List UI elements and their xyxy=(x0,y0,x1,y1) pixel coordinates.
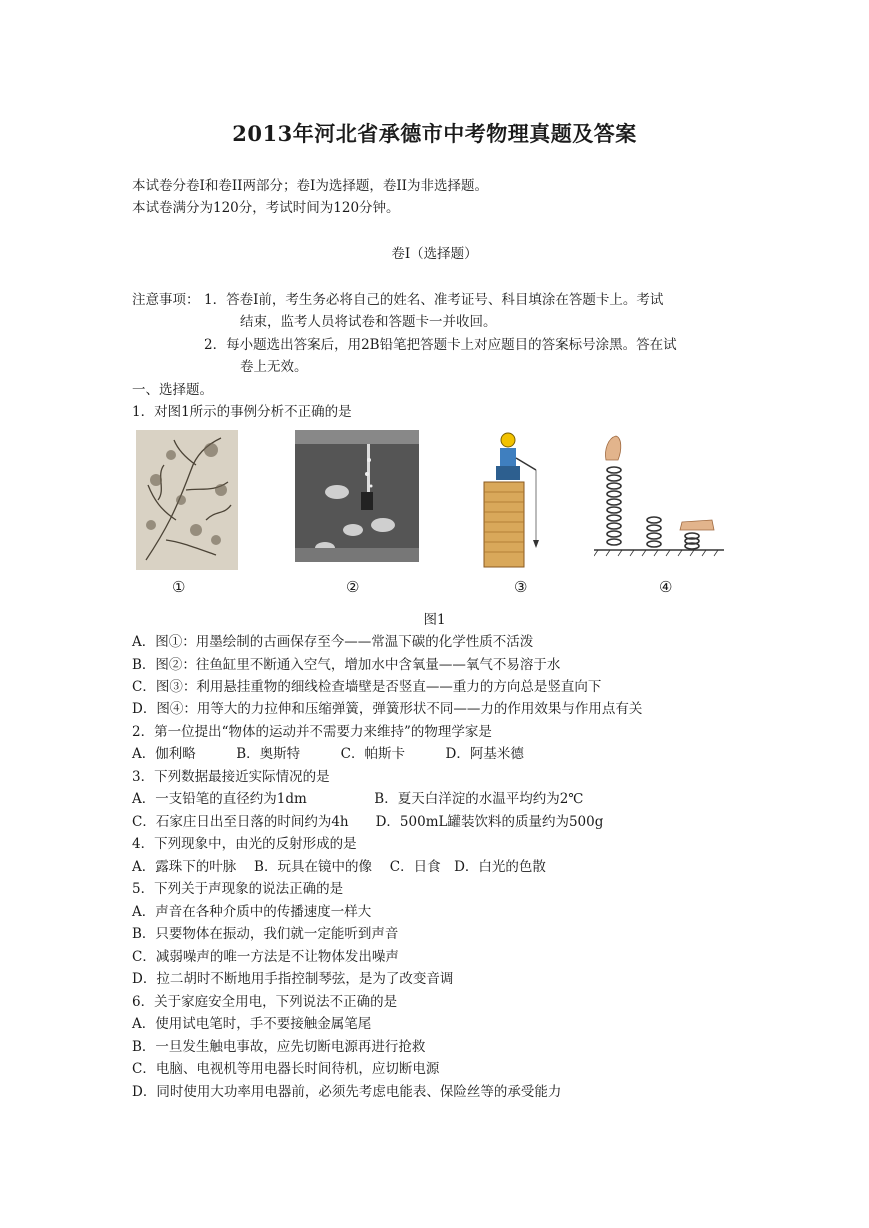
fish-tank-image xyxy=(295,430,419,562)
question-2: 2．第一位提出“物体的运动并不需要力来维持”的物理学家是 xyxy=(132,724,492,740)
question-1: 1．对图1所示的事例分析不正确的是 xyxy=(132,404,352,420)
q6-option-c: C．电脑、电视机等用电器长时间待机，应切断电源 xyxy=(132,1061,440,1077)
note-1-line-1: 1．答卷I前，考生务必将自己的姓名、准考证号、科目填涂在答题卡上。考试 xyxy=(204,292,664,308)
q1-option-c: C．图③：利用悬挂重物的细线检查墙壁是否竖直——重力的方向总是竖直向下 xyxy=(132,679,602,695)
figure-label-2: ② xyxy=(346,578,360,596)
ink-painting-image xyxy=(136,430,238,570)
q1-option-d: D．图④：用等大的力拉伸和压缩弹簧，弹簧形状不同——力的作用效果与作用点有关 xyxy=(132,701,643,717)
q5-option-a: A．声音在各种介质中的传播速度一样大 xyxy=(132,904,372,920)
q1-option-b: B．图②：往鱼缸里不断通入空气，增加水中含氧量——氧气不易溶于水 xyxy=(132,657,561,673)
note-1-line-2: 结束，监考人员将试卷和答题卡一并收回。 xyxy=(240,314,497,330)
figure-1 xyxy=(132,430,732,605)
figure-label-4: ④ xyxy=(659,578,673,596)
note-2-line-1: 2．每小题选出答案后，用2B铅笔把答题卡上对应题目的答案标号涂黑。答在试 xyxy=(204,337,677,353)
page-title: 2013年河北省承德市中考物理真题及答案 xyxy=(232,121,637,146)
q5-option-b: B．只要物体在振动，我们就一定能听到声音 xyxy=(132,926,399,942)
springs-image xyxy=(594,430,724,570)
part-heading: 一、选择题。 xyxy=(132,382,213,398)
figure-label-1: ① xyxy=(172,578,186,596)
q5-option-c: C．减弱噪声的唯一方法是不让物体发出噪声 xyxy=(132,949,399,965)
q5-option-d: D．拉二胡时不断地用手指控制琴弦，是为了改变音调 xyxy=(132,971,454,987)
q6-option-d: D．同时使用大功率用电器前，必须先考虑电能表、保险丝等的承受能力 xyxy=(132,1084,562,1100)
q3-options-ab: A．一支铅笔的直径约为1dm B．夏天白洋淀的水温平均约为2℃ xyxy=(132,791,584,807)
question-5: 5．下列关于声现象的说法正确的是 xyxy=(132,881,344,897)
figure-caption: 图1 xyxy=(423,612,446,628)
q3-options-cd: C．石家庄日出至日落的时间约为4h D．500mL罐装饮料的质量约为500g xyxy=(132,814,604,830)
q6-option-a: A．使用试电笔时，手不要接触金属笔尾 xyxy=(132,1016,372,1032)
section-heading: 卷I（选择题） xyxy=(391,246,478,262)
q2-options: A．伽利略 B．奥斯特 C．帕斯卡 D．阿基米德 xyxy=(132,746,524,762)
question-4: 4．下列现象中，由光的反射形成的是 xyxy=(132,836,357,852)
notes-label: 注意事项： xyxy=(132,292,200,308)
figure-label-3: ③ xyxy=(514,578,528,596)
intro-line-1: 本试卷分卷I和卷II两部分；卷I为选择题，卷II为非选择题。 xyxy=(132,178,488,194)
question-3: 3．下列数据最接近实际情况的是 xyxy=(132,769,330,785)
note-2-line-2: 卷上无效。 xyxy=(240,359,308,375)
q4-options: A．露珠下的叶脉 B．玩具在镜中的像 C．日食 D．白光的色散 xyxy=(132,859,546,875)
plumb-line-wall-image xyxy=(462,430,562,570)
intro-line-2: 本试卷满分为120分，考试时间为120分钟。 xyxy=(132,200,400,216)
q1-option-a: A．图①：用墨绘制的古画保存至今——常温下碳的化学性质不活泼 xyxy=(132,634,534,650)
q6-option-b: B．一旦发生触电事故，应先切断电源再进行抢救 xyxy=(132,1039,426,1055)
question-6: 6．关于家庭安全用电，下列说法不正确的是 xyxy=(132,994,398,1010)
